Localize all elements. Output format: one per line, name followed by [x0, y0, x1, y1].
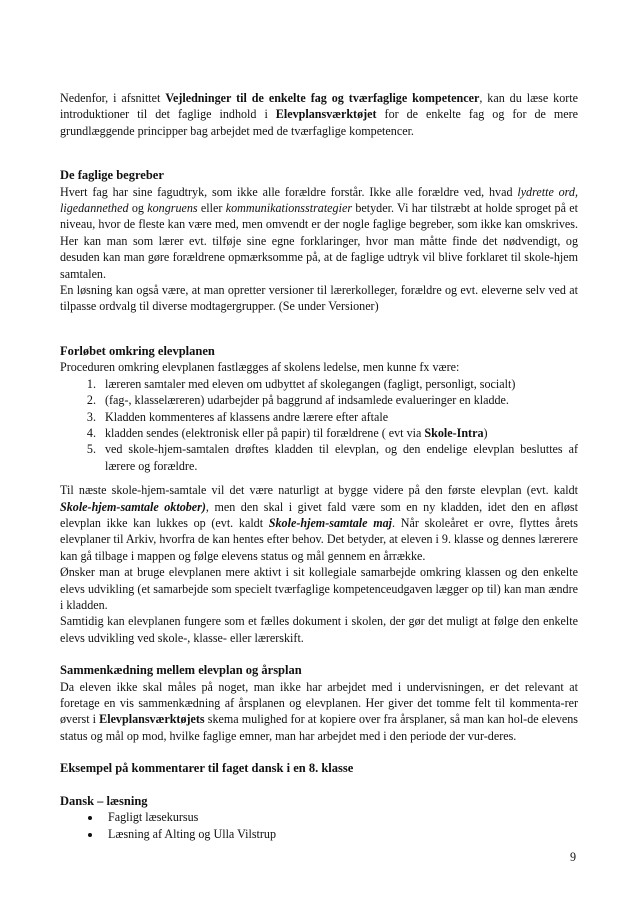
paragraph-text: , men den skal i givet fald være som en ny kladden, idet den en afløst elevplan ikke kan lukkes op (evt. kaldt — [60, 499, 578, 530]
forloeb-paragraph-1 — [60, 482, 578, 564]
paragraph-text: Da eleven ikke skal måles på noget, man ikke har arbejdet med i undervisningen, er det relevant at foretage en vis sammenkædning af årsplanen og elevplanen. Her giver det tomme felt til kommenta-rer øverst i — [60, 679, 578, 727]
list-item: 5. ved skole-hjem-samtalen drøftes kladden til elevplan, og den endelige elevplan besluttes af lærere og forældre. — [99, 441, 578, 474]
tool-name: Elevplansværktøjets — [99, 712, 205, 727]
list-item: 2. (fag-, klasselæreren) udarbejder på baggrund af indsamlede evalueringer en kladde. — [99, 392, 578, 408]
faglige-paragraph-2: En løsning kan også være, at man opretter versioner til lærerkolleger, forældre og evt. eleverne selv ved at tilpasse ordvalg til diverse modtagergrupper. (Se under Versioner) — [60, 283, 578, 314]
italic-term: kongruens — [147, 201, 198, 216]
example-bullet-list — [60, 809, 578, 843]
italic-term: lydrette ord, ligedannethed — [60, 184, 578, 216]
skole-intra-label: Skole-Intra — [424, 425, 484, 440]
section-title-faglige-begreber: De faglige begreber — [60, 168, 164, 183]
section-title-eksempel: Eksempel på kommentarer til faget dansk i en 8. klasse — [60, 761, 354, 776]
paragraph-text: skema mulighed for at kopiere over fra årsplaner, så man kan hol-de elevens status og mål op mod, hvilke faglige emner, man har arbejdet med i den periode der vur-deres. — [60, 712, 578, 743]
paragraph-text: . Når skoleåret er ovre, flyttes årets elevplaner til Arkiv, hvorfra de kan hentes efter behov. Det betyder, at eleven i 9. klasse og dennes lærerere kan gå tilbage i mappen og følge elevens status og mål gennem en årrække. — [60, 515, 578, 563]
subsection-title-dansk-laesning: Dansk – læsning — [60, 793, 148, 808]
intro-text: , kan du læse korte introduktioner til det faglige indhold i — [60, 91, 578, 122]
intro-tool-name: Elevplansværktøjet — [275, 107, 377, 122]
meeting-name-may: Skole-hjem-samtale maj — [268, 515, 393, 530]
list-item-text: ) — [483, 425, 488, 440]
page-number: 9 — [569, 850, 576, 864]
faglige-paragraph-1 — [60, 184, 578, 282]
list-item: 1. læreren samtaler med eleven om udbyttet af skolegangen (fagligt, personligt, socialt) — [99, 376, 578, 392]
list-item: • Læsning af Alting og Ulla Vilstrup — [102, 826, 578, 843]
forloeb-paragraph-2: Ønsker man at bruge elevplanen mere aktivt i sit kollegiale samarbejde omkring klassen og den enkelte elevs udvikling (et samarbejde som specielt tværfaglige kompetenceudgaven lægger op til) kan man ændre i kladden. — [60, 565, 578, 612]
intro-section-reference: Vejledninger til de enkelte fag og tværfaglige kompetencer — [165, 91, 480, 105]
paragraph-text: og — [128, 201, 148, 216]
italic-term: kommunikationsstrategier — [225, 201, 353, 216]
forloeb-lead: Proceduren omkring elevplanen fastlægges af skolens ledelse, men kunne fx være: — [60, 360, 460, 375]
list-item — [99, 425, 578, 441]
list-item: • Fagligt læsekursus — [102, 809, 578, 826]
intro-text: Nedenfor, i afsnittet — [60, 91, 166, 105]
list-item: 3. Kladden kommenteres af klassens andre lærere efter aftale — [99, 409, 578, 425]
intro-text: for de enkelte fag og for de mere grundlæggende principper bag arbejdet med de tværfaglige kompetencer. — [60, 107, 579, 138]
section-title-forloeb: Forløbet omkring elevplanen — [60, 343, 215, 358]
sammen-paragraph — [60, 679, 578, 745]
section-title-sammenkaedning: Sammenkædning mellem elevplan og årsplan — [60, 663, 302, 678]
meeting-name-october: Skole-hjem-samtale oktober) — [60, 499, 206, 514]
paragraph-text: Til næste skole-hjem-samtale vil det være naturligt at bygge videre på den første elevplan (evt. kaldt — [60, 483, 578, 498]
paragraph-text: Hvert fag har sine fagudtryk, som ikke alle forældre forstår. Ikke alle forældre ved, hvad — [60, 184, 518, 199]
procedure-steps-list — [60, 376, 578, 474]
paragraph-text: eller — [197, 201, 226, 216]
intro-paragraph — [60, 90, 578, 139]
paragraph-text: betyder. Vi har tilstræbt at holde sproget på et niveau, hvor de fleste kan være med, men omvendt er der nogle faglige begreber, som ikke kan omskrives. Her kan man som lærer evt. tilføje sine egne forklaringer, hvor man måtte finde det nødvendigt, og desuden kan man gøre forældrene opmærksomme på, at de faglige udtryk vil blive forklaret til skole-hjem samtalen. — [60, 201, 579, 281]
list-item-text: kladden sendes (elektronisk eller på papir) til forældrene ( evt via — [105, 425, 425, 440]
forloeb-paragraph-3: Samtidig kan elevplanen fungere som et fælles dokument i skolen, der gør det muligt at følge den enkelte elevs udvikling ved skole-, klasse- eller lærerskift. — [60, 614, 578, 645]
